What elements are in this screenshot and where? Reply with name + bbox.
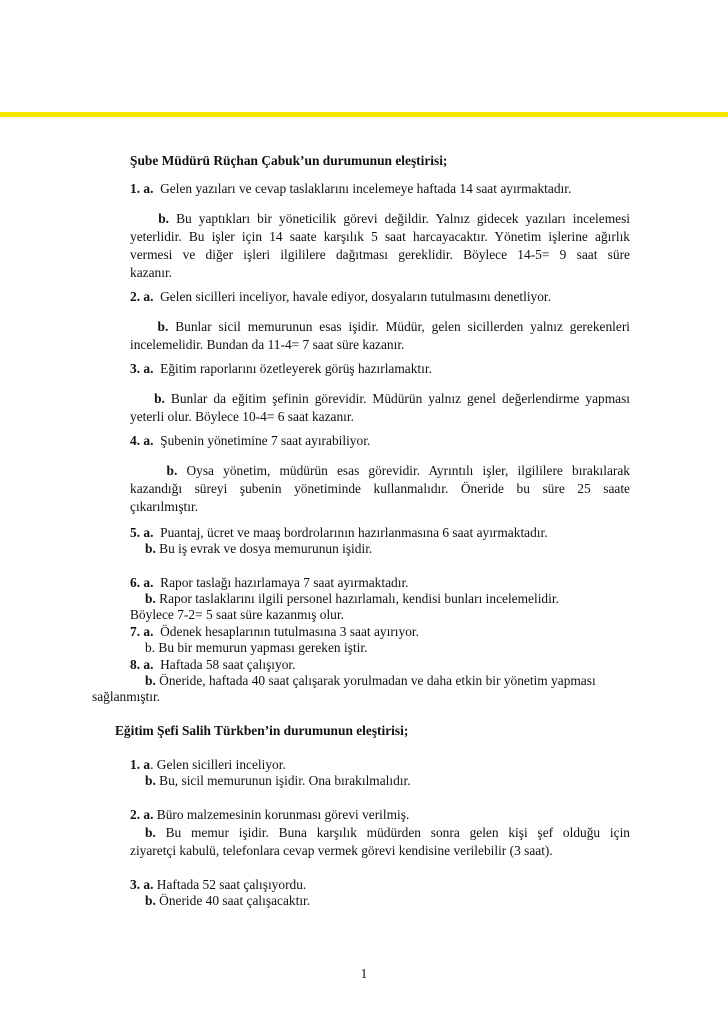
item-3b-line-1: b. Bunlar da eğitim şefinin görevidir. Müdürün yalnız genel değerlendirme yapması	[154, 391, 631, 406]
section-heading-1: Şube Müdürü Rüçhan Çabuk’un durumunun eleştirisi;	[130, 153, 448, 168]
item-1b-line-3: vermesi ve diğer işleri ilgililere dağıtması gereklidir. Böylece 14-5= 9 saat süre	[130, 247, 630, 262]
item-6b-line-2: Böylece 7-2= 5 saat süre kazanmış olur.	[130, 607, 344, 622]
page-number: 1	[360, 966, 368, 981]
item-2b-line-1: b. Bunlar sicil memurunun esas işidir. Müdür, gelen sicillerden yalnız gerekenleri	[157, 319, 630, 334]
item-1b-line-2: yeterlidir. Bu işler için 14 saate karşılık 5 saat harcayacaktır. Yönetim işlerine ağırlık	[130, 229, 630, 244]
item-3a: 3. a. Eğitim raporlarını özetleyerek görüş hazırlamaktır.	[130, 361, 432, 376]
item-8a: 8. a. Haftada 58 saat çalışıyor.	[130, 657, 296, 672]
item-4b-line-2: kazandığı süreyi şubenin yönetiminde kullanmalıdır. Öneride bu süre 25 saate	[130, 481, 630, 496]
item-1b-line-1: b. Bu yaptıkları bir yöneticilik görevi değildir. Yalnız gidecek yazıları incelemesi	[158, 211, 631, 226]
item-4b-line-3: çıkarılmıştır.	[130, 499, 199, 514]
item-6a: 6. a. Rapor taslağı hazırlamaya 7 saat ayırmaktadır.	[130, 575, 409, 590]
item-8b-line-1: b. Öneride, haftada 40 saat çalışarak yorulmadan ve daha etkin bir yönetim yapması	[145, 673, 596, 688]
item-3b-line-2: yeterli olur. Böylece 10-4= 6 saat kazanır.	[130, 409, 354, 424]
item-2a: 2. a. Gelen sicilleri inceliyor, havale ediyor, dosyaların tutulmasını denetliyor.	[130, 289, 552, 304]
item-2b-line-2: incelemelidir. Bundan da 11-4= 7 saat süre kazanır.	[130, 337, 405, 352]
s2-item-3b: b. Öneride 40 saat çalışacaktır.	[145, 893, 311, 908]
item-5b: b. Bu iş evrak ve dosya memurunun işidir.	[145, 541, 373, 556]
item-4a: 4. a. Şubenin yönetimine 7 saat ayırabiliyor.	[130, 433, 371, 448]
item-1a: 1. a. Gelen yazıları ve cevap taslaklarını incelemeye haftada 14 saat ayırmaktadır.	[130, 181, 572, 196]
section-heading-2: Eğitim Şefi Salih Türkben’in durumunun eleştirisi;	[115, 723, 409, 738]
item-4b-line-1: b. Oysa yönetim, müdürün esas görevidir. Ayrıntılı işler, ilgililere bırakılarak	[166, 463, 631, 478]
item-7b: b. Bu bir memurun yapması gereken iştir.	[145, 640, 368, 655]
s2-item-1b: b. Bu, sicil memurunun işidir. Ona bırakılmalıdır.	[145, 773, 411, 788]
item-6b-line-1: b. Rapor taslaklarını ilgili personel hazırlamalı, kendisi bunları incelemelidir.	[145, 591, 559, 606]
item-8b-line-2: sağlanmıştır.	[92, 689, 161, 704]
s2-item-1a: 1. a. Gelen sicilleri inceliyor.	[130, 757, 286, 772]
item-1b-line-4: kazanır.	[130, 265, 173, 280]
s2-item-2b-line-2: ziyaretçi kabulü, telefonlara cevap vermek görevi kendisine verilebilir (3 saat).	[130, 843, 553, 858]
s2-item-2b-line-1: b. Bu memur işidir. Buna karşılık müdürden sonra gelen kişi şef olduğu için	[145, 825, 630, 840]
item-7a: 7. a. Ödenek hesaplarının tutulmasına 3 saat ayırıyor.	[130, 624, 419, 639]
s2-item-3a: 3. a. Haftada 52 saat çalışıyordu.	[130, 877, 307, 892]
s2-item-2a: 2. a. Büro malzemesinin korunması görevi verilmiş.	[130, 807, 410, 822]
item-5a: 5. a. Puantaj, ücret ve maaş bordrolarının hazırlanmasına 6 saat ayırmaktadır.	[130, 525, 548, 540]
